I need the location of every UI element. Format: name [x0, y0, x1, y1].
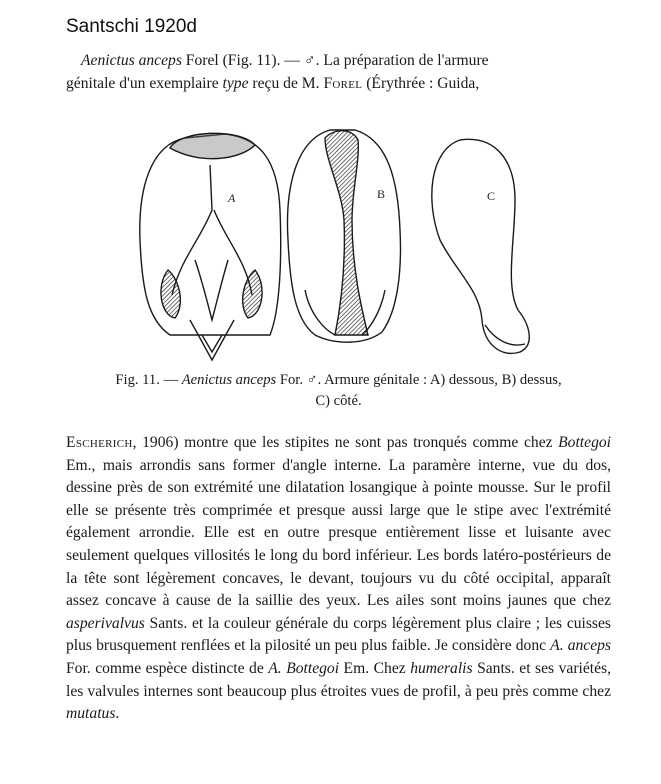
escherich-name: Escherich: [66, 434, 133, 451]
caption-line-2: C) côté.: [315, 393, 362, 409]
species-name: Aenictus anceps: [81, 52, 182, 69]
figure-caption: [66, 370, 611, 412]
drawing-a-ventral-view: [140, 133, 281, 360]
citation-label: Santschi 1920d: [66, 16, 197, 37]
body-seg-7: .: [115, 705, 120, 723]
genital-armature-figure: [130, 120, 560, 365]
humeralis-name: humeralis: [410, 659, 473, 677]
figure-label-c: C: [487, 189, 496, 203]
caption-species: Aenictus anceps: [181, 372, 277, 388]
mutatus-name: mutatus: [66, 705, 116, 723]
male-symbol: ♂: [303, 52, 316, 69]
figure-label-a: A: [228, 191, 236, 205]
forel-name: Forel: [323, 74, 363, 92]
body-seg-2: Em., mais arrondis sans former d'angle interne. La paramère interne, vue du dos, dessine près de son extrémité une dilatation losangique à pointe mousse. Sur le profil elle se présente très comprimée et presque aussi large que le stipe avec l'extrémité également arrondie. Elle est en outre presque entièrement lisse et luisante avec seulement quelques villosités le long du bord inférieur. Les bords latéro-postérieurs de la tête sont légèrement concaves, le devant, toujours vu du côté occipital, apparaît assez concave à cause de la saillie des yeux. Les ailes sont moins jaunes que chez: [66, 456, 611, 610]
body-seg-6: Sants. et ses variétés, les valvules internes sont beaucoup plus étroites vues de profil, à peu près comme chez: [66, 659, 611, 700]
caption-rest: . Armure génitale : A) dessous, B) dessus,: [317, 372, 562, 388]
caption-prefix: Fig. 11. —: [115, 372, 182, 388]
body-paragraph: [66, 432, 611, 726]
bottegoi-name: Bottegoi: [558, 434, 611, 451]
caption-line-1: [66, 370, 611, 391]
intro-line-1-rest: . La préparation de l'armure: [315, 52, 489, 69]
intro-line-1: [66, 50, 611, 73]
caption-middle: For.: [276, 372, 307, 388]
intro-paragraph: [66, 50, 611, 95]
a-bottegoi-name: A. Bottegoi: [268, 659, 340, 677]
figure-label-b: B: [377, 187, 386, 201]
author-figure-ref: Forel (Fig. 11). —: [181, 52, 304, 69]
body-seg-1: , 1906) montre que les stipites ne sont pas tronqués comme chez: [132, 434, 559, 451]
asperivalvus-name: asperivalvus: [66, 614, 145, 632]
caption-male-symbol: ♂: [306, 372, 318, 388]
type-word: type: [222, 74, 249, 92]
body-seg-3: Sants. et la couleur générale du corps légèrement plus claire ; les cuisses plus brusquement renflées et la pilosité un peu plus faible. Je considère donc: [66, 614, 611, 655]
intro-line-2: [66, 73, 611, 96]
drawing-c-lateral-view: [432, 139, 529, 353]
intro-line-2-c: (Érythrée : Guida,: [362, 74, 480, 92]
body-text: [66, 432, 611, 726]
drawing-b-dorsal-view: [287, 130, 400, 342]
intro-line-2-b: reçu de M.: [248, 74, 324, 92]
intro-line-2-a: génitale d'un exemplaire: [66, 74, 223, 92]
body-seg-5: Em. Chez: [339, 659, 411, 677]
body-seg-4: For. comme espèce distincte de: [66, 659, 269, 677]
a-anceps-name: A. anceps: [550, 637, 611, 655]
